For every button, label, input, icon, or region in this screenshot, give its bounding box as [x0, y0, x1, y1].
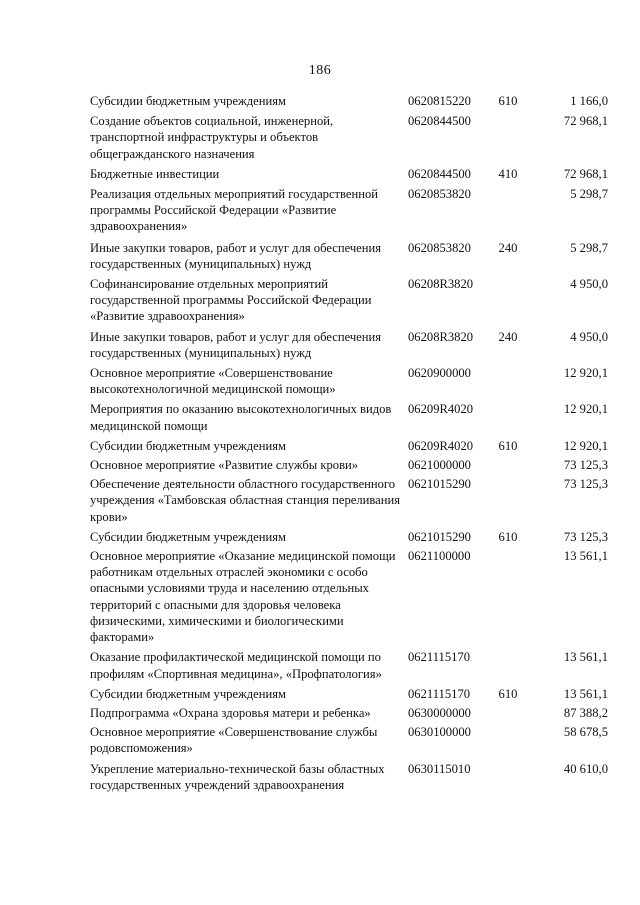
row-name-cell: Обеспечение деятельности областного государственного учреждения «Тамбовская областная станция переливания крови» — [90, 477, 401, 524]
table-row — [90, 240, 608, 272]
row-amount-cell: 73 125,3 — [563, 529, 608, 544]
row-amount-cell: 40 610,0 — [563, 761, 608, 776]
row-code-cell: 0620853820 — [408, 187, 471, 202]
table-row — [90, 166, 608, 182]
table-row — [90, 649, 608, 681]
row-amount-cell: 4 950,0 — [570, 277, 608, 292]
table-row — [90, 705, 608, 721]
table-row — [90, 548, 608, 645]
row-name-cell: Субсидии бюджетным учреждениям — [90, 438, 286, 453]
table-row — [90, 276, 608, 325]
row-type-cell: 610 — [498, 529, 518, 544]
row-name-cell: Оказание профилактической медицинской помощи по профилям «Спортивная медицина», «Профпатология» — [90, 650, 382, 681]
row-amount-cell: 12 920,1 — [563, 438, 608, 453]
row-amount-cell: 13 561,1 — [563, 549, 608, 564]
table-row — [90, 761, 608, 793]
row-amount-cell: 72 968,1 — [563, 166, 608, 181]
row-amount-cell: 4 950,0 — [570, 329, 608, 344]
row-type-cell: 240 — [498, 329, 518, 344]
row-type-cell: 610 — [498, 686, 518, 701]
row-code-cell: 0620815220 — [408, 94, 471, 108]
row-name-cell: Иные закупки товаров, работ и услуг для обеспечения государственных (муниципальных) нужд — [90, 240, 382, 271]
table-row — [90, 686, 608, 702]
table-row — [90, 476, 608, 525]
row-code-cell: 0620900000 — [408, 366, 471, 381]
row-name-cell: Основное мероприятие «Совершенствование службы родовспоможения» — [90, 725, 378, 756]
row-code-cell: 06208R3820 — [408, 329, 474, 344]
row-name-cell: Субсидии бюджетным учреждениям — [90, 529, 286, 544]
row-code-cell: 0621015290 — [408, 477, 471, 492]
row-name-cell: Софинансирование отдельных мероприятий государственной программы Российской Федерации «Развитие здравоохранения» — [90, 277, 372, 324]
row-amount-cell: 87 388,2 — [563, 705, 608, 720]
row-amount-cell: 73 125,3 — [563, 477, 608, 492]
row-name-cell: Субсидии бюджетным учреждениям — [90, 686, 286, 701]
row-amount-cell: 72 968,1 — [563, 114, 608, 129]
budget-table — [90, 93, 608, 793]
row-type-cell: 610 — [498, 438, 518, 453]
row-name-cell: Подпрограмма «Охрана здоровья матери и ребенка» — [90, 705, 371, 720]
table-row — [90, 724, 608, 756]
row-code-cell: 0620844500 — [408, 166, 471, 181]
row-name-cell: Реализация отдельных мероприятий государственной программы Российской Федерации «Развитие здравоохранения» — [90, 187, 379, 234]
row-amount-cell: 58 678,5 — [563, 725, 608, 740]
table-row — [90, 457, 608, 473]
table-row — [90, 529, 608, 545]
row-code-cell: 0620853820 — [408, 240, 471, 255]
row-code-cell: 0621100000 — [408, 549, 471, 564]
row-amount-cell: 12 920,1 — [563, 402, 608, 417]
row-code-cell: 0630000000 — [408, 705, 471, 720]
row-code-cell: 0621015290 — [408, 529, 471, 544]
row-name-cell: Основное мероприятие «Оказание медицинской помощи работникам отдельных отраслей экономики с особо опасными условиями труда и населению отдельных территорий с опасными для здоровья человека физическими, химическими и биологическими факторами» — [90, 549, 396, 645]
row-code-cell: 0630100000 — [408, 725, 471, 740]
row-name-cell: Создание объектов социальной, инженерной, транспортной инфраструктуры и объектов общегражданского назначения — [90, 114, 334, 161]
row-amount-cell: 5 298,7 — [570, 240, 608, 255]
row-amount-cell: 1 166,0 — [570, 94, 608, 108]
table-row — [90, 329, 608, 361]
row-code-cell: 0620844500 — [408, 114, 471, 129]
table-row — [90, 186, 608, 235]
row-code-cell: 0621115170 — [408, 686, 471, 701]
table-row — [90, 438, 608, 454]
row-code-cell: 06208R3820 — [408, 277, 474, 292]
row-amount-cell: 12 920,1 — [563, 366, 608, 381]
row-name-cell: Мероприятия по оказанию высокотехнологичных видов медицинской помощи — [90, 402, 392, 433]
row-amount-cell: 73 125,3 — [563, 458, 608, 473]
row-name-cell: Субсидии бюджетным учреждениям — [90, 94, 286, 108]
table-row — [90, 401, 608, 433]
row-code-cell: 0630115010 — [408, 761, 471, 776]
row-type-cell: 410 — [498, 166, 518, 181]
row-code-cell: 0621115170 — [408, 650, 471, 665]
row-amount-cell: 13 561,1 — [563, 686, 608, 701]
row-amount-cell: 5 298,7 — [570, 187, 608, 202]
row-code-cell: 0621000000 — [408, 458, 471, 473]
page-number: 186 — [308, 63, 332, 78]
row-code-cell: 06209R4020 — [408, 402, 474, 417]
row-name-cell: Укрепление материально-технической базы областных государственных учреждений здравоохранения — [90, 761, 385, 792]
row-name-cell: Иные закупки товаров, работ и услуг для обеспечения государственных (муниципальных) нужд — [90, 329, 382, 360]
table-row — [90, 113, 608, 162]
row-name-cell: Бюджетные инвестиции — [90, 166, 220, 181]
row-amount-cell: 13 561,1 — [563, 650, 608, 665]
row-type-cell: 240 — [498, 240, 518, 255]
row-name-cell: Основное мероприятие «Развитие службы крови» — [90, 458, 359, 473]
row-name-cell: Основное мероприятие «Совершенствование высокотехнологичной медицинской помощи» — [90, 366, 336, 397]
table-row — [90, 93, 608, 109]
row-code-cell: 06209R4020 — [408, 438, 474, 453]
table-row — [90, 365, 608, 397]
row-type-cell: 610 — [498, 94, 518, 108]
